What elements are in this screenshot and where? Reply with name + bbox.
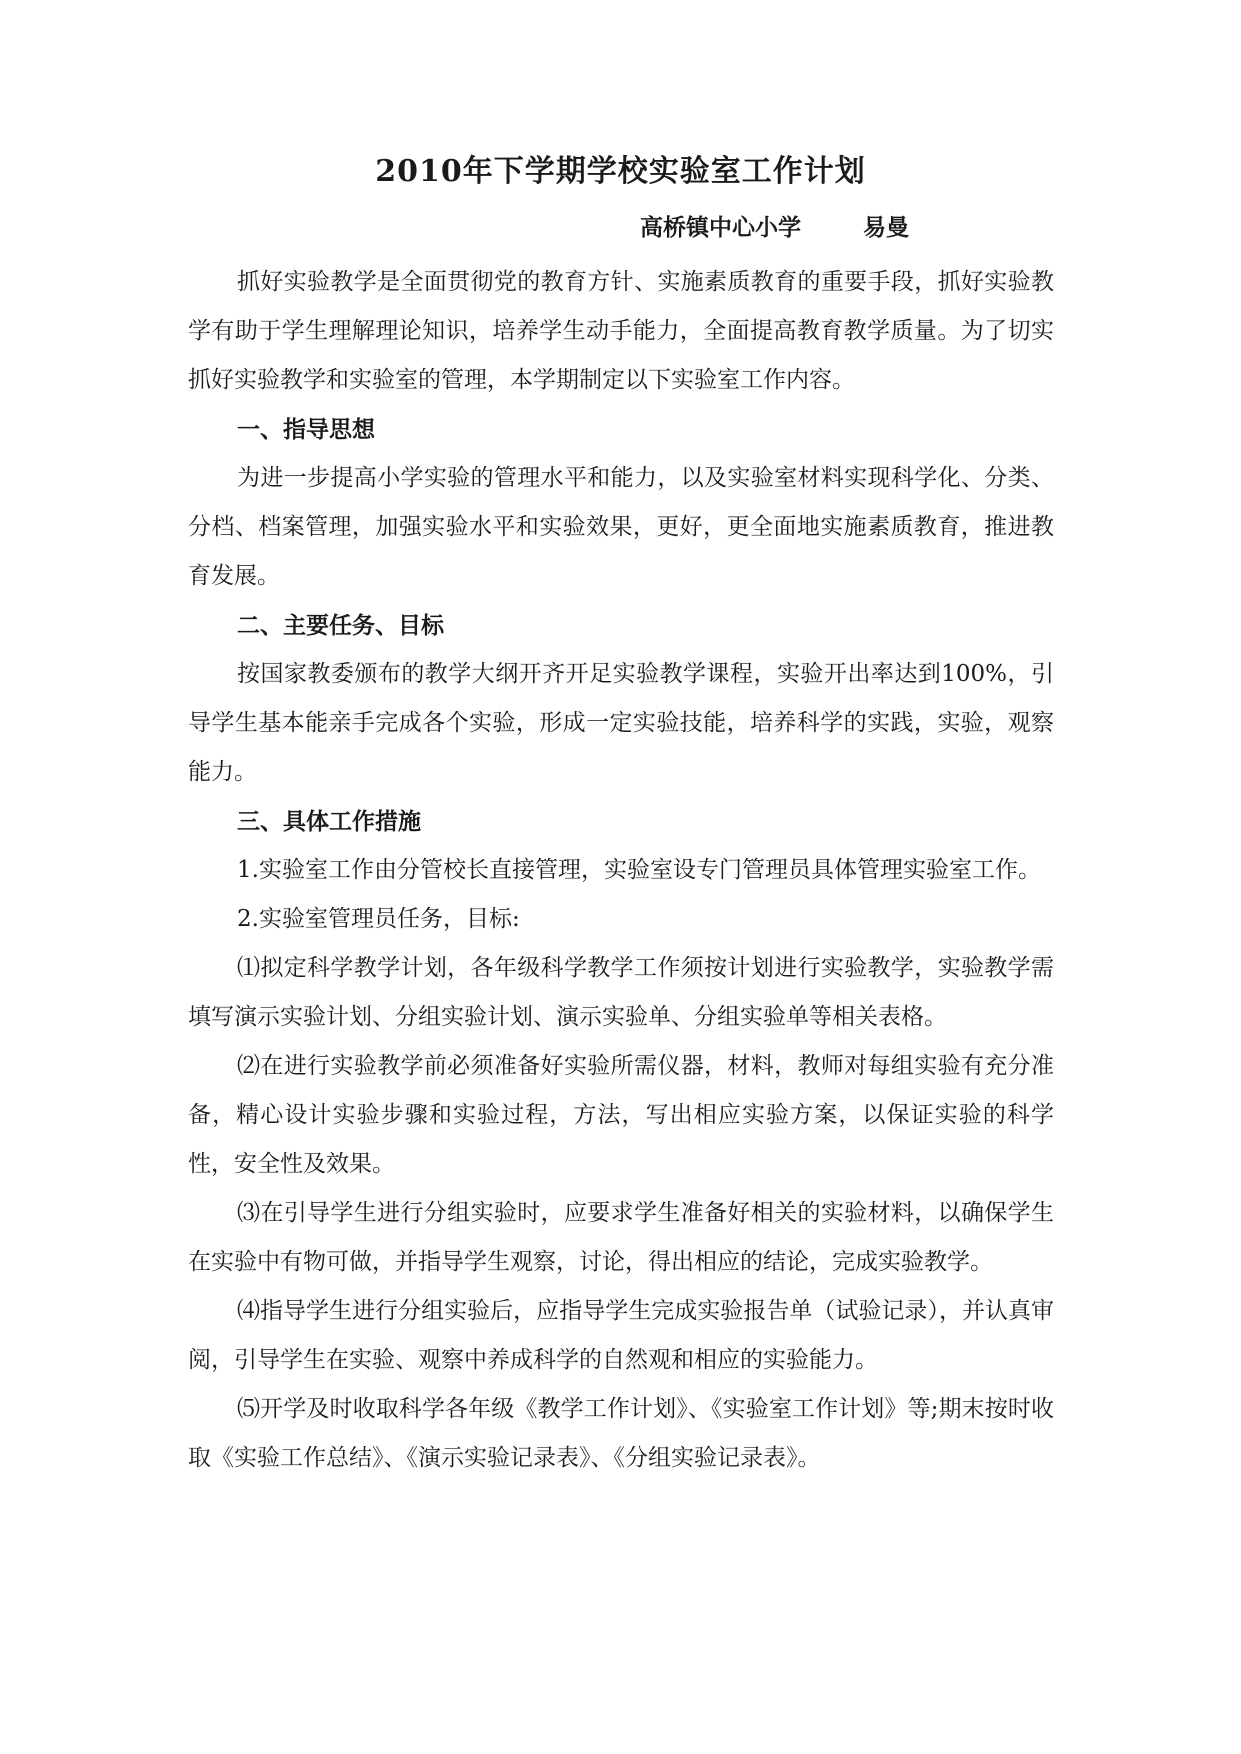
paragraph: ⑵在进行实验教学前必须准备好实验所需仪器，材料，教师对每组实验有充分准备，精心设计实验步骤和实验过程，方法，写出相应实验方案，以保证实验的科学性，安全性及效果。 [188, 1053, 1054, 1177]
author-name: 易曼 [863, 214, 909, 241]
paragraph: 2.实验室管理员任务，目标: [237, 906, 520, 932]
section-heading: 三、具体工作措施 [237, 808, 421, 835]
paragraph: 按国家教委颁布的教学大纲开齐开足实验教学课程，实验开出率达到100%，引导学生基本能亲手完成各个实验，形成一定实验技能，培养科学的实践，实验，观察能力。 [188, 661, 1054, 785]
document-title: 2010年下学期学校实验室工作计划 [375, 154, 866, 189]
paragraph: 抓好实验教学是全面贯彻党的教育方针、实施素质教育的重要手段，抓好实验教学有助于学生理解理论知识，培养学生动手能力，全面提高教育教学质量。为了切实抓好实验教学和实验室的管理，本学期制定以下实验室工作内容。 [188, 269, 1054, 393]
paragraph: ⑶在引导学生进行分组实验时，应要求学生准备好相关的实验材料，以确保学生在实验中有物可做，并指导学生观察，讨论，得出相应的结论，完成实验教学。 [188, 1200, 1054, 1275]
paragraph: ⑸开学及时收取科学各年级《教学工作计划》、《实验室工作计划》等;期末按时收取《实验工作总结》、《演示实验记录表》、《分组实验记录表》。 [188, 1396, 1054, 1471]
paragraph: ⑴拟定科学教学计划，各年级科学教学工作须按计划进行实验教学，实验教学需填写演示实验计划、分组实验计划、演示实验单、分组实验单等相关表格。 [188, 955, 1054, 1030]
section-heading: 二、主要任务、目标 [237, 612, 444, 639]
paragraph: 1.实验室工作由分管校长直接管理，实验室设专门管理员具体管理实验室工作。 [237, 857, 1041, 883]
paragraph: ⑷指导学生进行分组实验后，应指导学生完成实验报告单（试验记录），并认真审阅，引导学生在实验、观察中养成科学的自然观和相应的实验能力。 [188, 1298, 1054, 1373]
author-byline [640, 210, 909, 246]
paragraph: 为进一步提高小学实验的管理水平和能力，以及实验室材料实现科学化、分类、分档、档案管理，加强实验水平和实验效果，更好，更全面地实施素质教育，推进教育发展。 [188, 465, 1054, 589]
section-heading: 一、指导思想 [237, 416, 375, 443]
author-org: 高桥镇中心小学 [640, 214, 801, 241]
document-body [188, 258, 1054, 1483]
